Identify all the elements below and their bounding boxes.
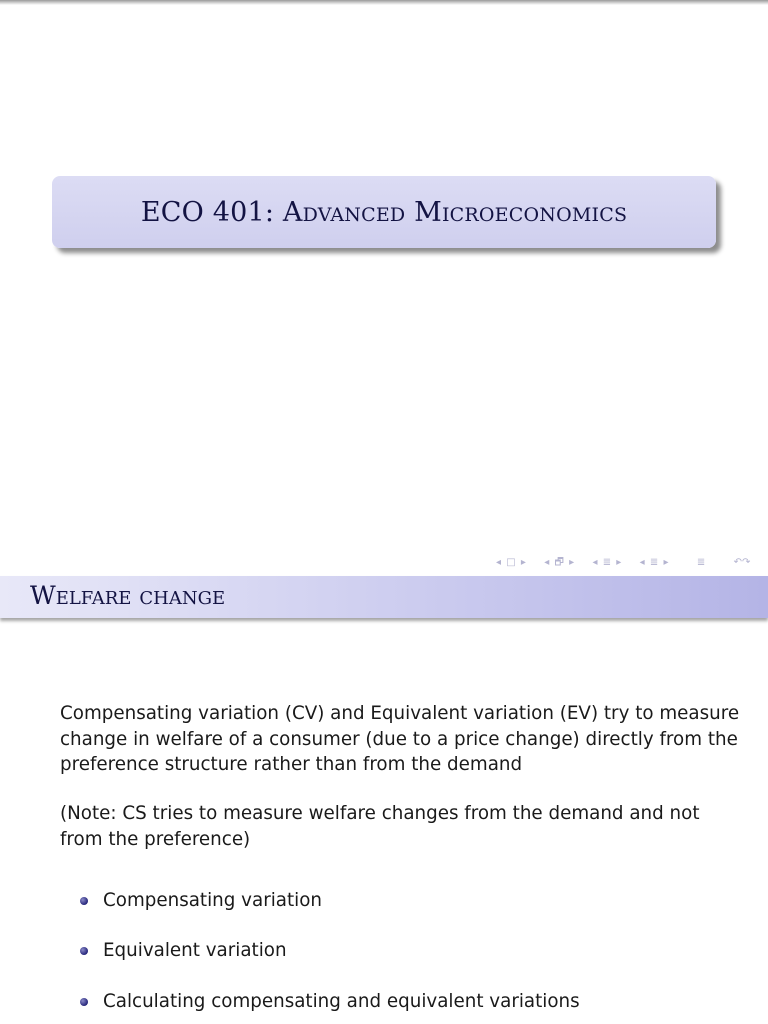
nav-prev-subsection-icon[interactable]: ◂ [592, 557, 598, 568]
page-top-edge [0, 0, 768, 5]
nav-next-frame-icon[interactable]: ▸ [569, 557, 575, 568]
list-item-label: Equivalent variation [103, 940, 287, 961]
nav-next-subsection-icon[interactable]: ▸ [616, 557, 622, 568]
nav-frame-icon[interactable]: 🗗 [554, 557, 564, 568]
paragraph-cv-ev: Compensating variation (CV) and Equivalent variation (EV) try to measure change in welfare of a consumer (due to a price change) directly from the preference structure rather than from the demand [60, 703, 740, 775]
list-item-label: Calculating compensating and equivalent variations [103, 991, 580, 1012]
nav-prev-section-icon[interactable]: ◂ [639, 557, 645, 568]
beamer-navigation-bar[interactable] [496, 555, 762, 571]
slide-title: ECO 401: Advanced Microeconomics [140, 196, 628, 228]
nav-slide-icon[interactable]: □ [506, 557, 516, 568]
nav-next-slide-icon[interactable]: ▸ [520, 557, 526, 568]
paragraph-note: (Note: CS tries to measure welfare changes from the demand and not from the preference) [60, 803, 700, 850]
bullet-icon [80, 998, 88, 1006]
frame-title-bar [0, 576, 768, 618]
nav-next-section-icon[interactable]: ▸ [663, 557, 669, 568]
slide-title-box [52, 176, 716, 248]
nav-subsection-icon[interactable]: ≣ [602, 557, 612, 568]
list-item-label: Compensating variation [103, 890, 323, 911]
nav-prev-frame-icon[interactable]: ◂ [544, 557, 550, 568]
nav-prev-slide-icon[interactable]: ◂ [496, 557, 502, 568]
frame-title: Welfare change [30, 581, 226, 610]
nav-search-back-forward-icon[interactable]: ↶↷ [733, 557, 751, 568]
nav-section-icon[interactable]: ≣ [649, 557, 659, 568]
bullet-icon [80, 897, 88, 905]
nav-appendix-icon[interactable]: ≣ [696, 557, 706, 568]
bullet-icon [80, 947, 88, 955]
